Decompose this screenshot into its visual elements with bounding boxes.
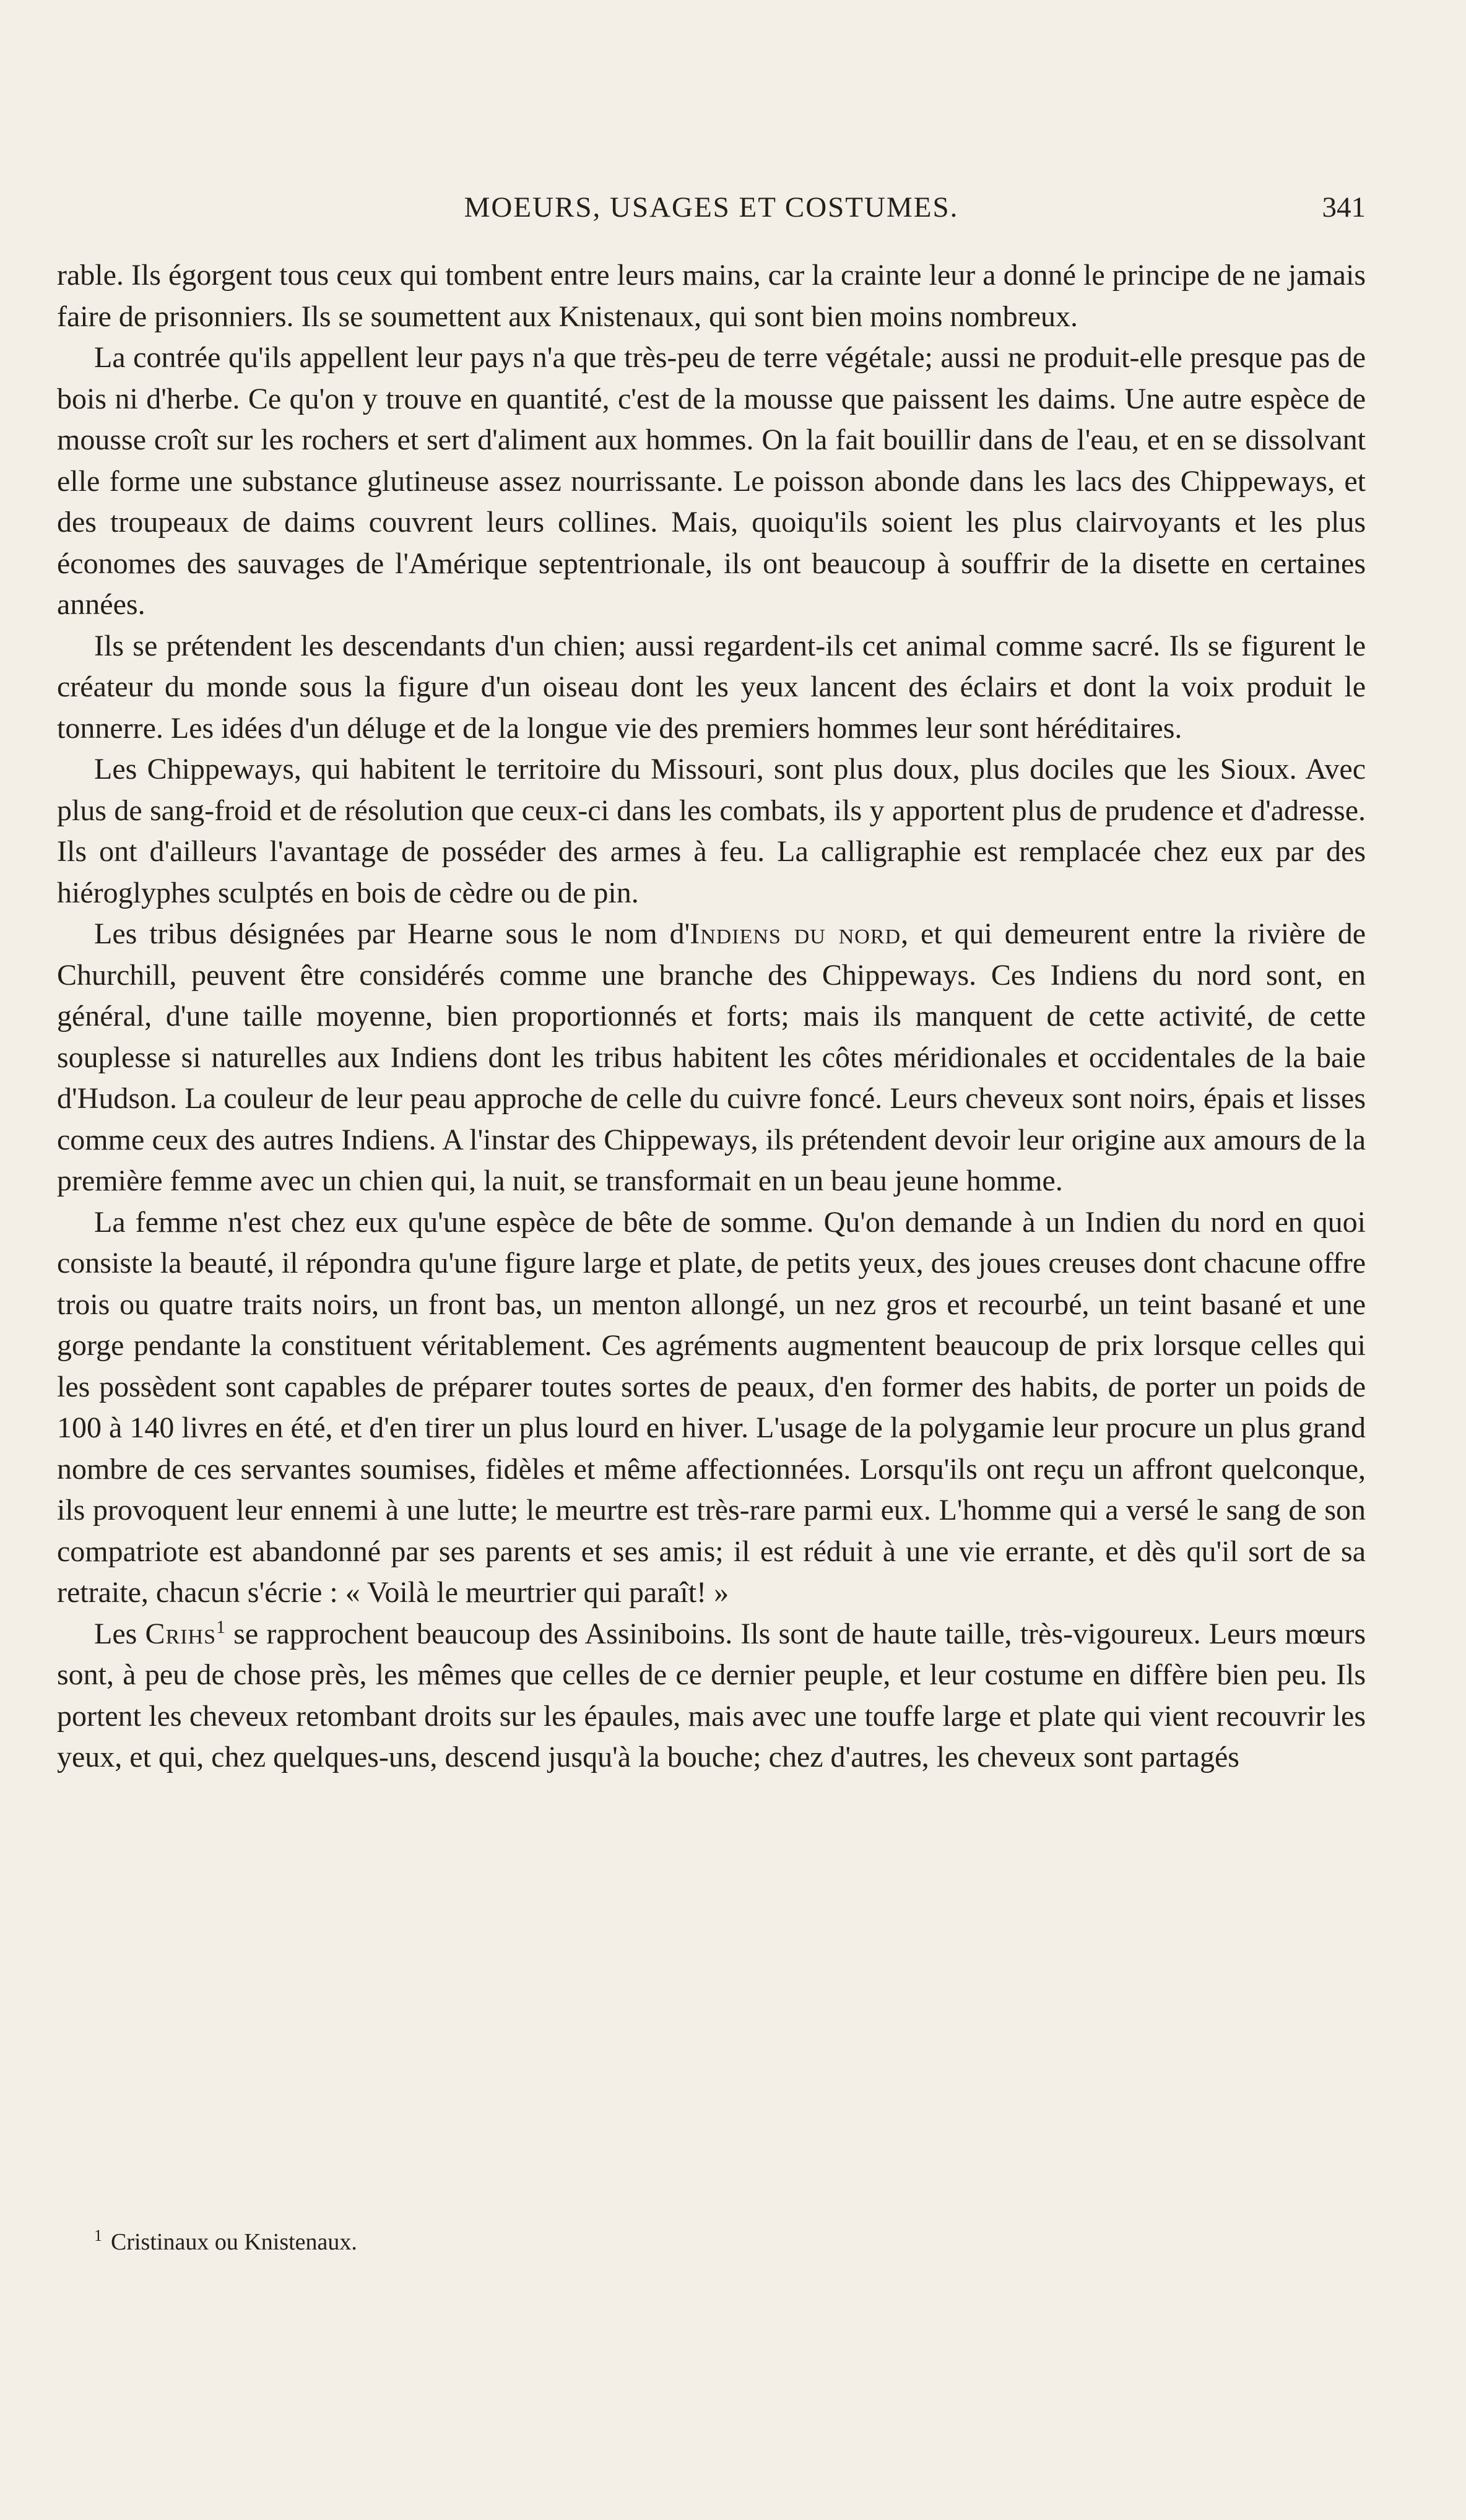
paragraph-7-before: Les (94, 1617, 145, 1650)
crihs-smallcaps: Crihs (145, 1617, 216, 1650)
paragraph-5-before: Les tribus désignées par Hearne sous le nom d' (94, 917, 690, 950)
body-text (57, 255, 1366, 1778)
paragraph-5 (57, 914, 1366, 1202)
paragraph-7 (57, 1614, 1366, 1778)
footnote (94, 2223, 1366, 2261)
paragraph-2: La contrée qu'ils appellent leur pays n'a que très-peu de terre végétale; aussi ne produit-elle presque pas de bois ni d'herbe. Ce qu'on y trouve en quantité, c'est de la mousse que paissent les daims. Une autre espèce de mousse croît sur les rochers et sert d'aliment aux hommes. On la fait bouillir dans de l'eau, et en se dissolvant elle forme une substance glutineuse assez nourrissante. Le poisson abonde dans les lacs des Chippeways, et des troupeaux de daims couvrent leurs collines. Mais, quoiqu'ils soient les plus clairvoyants et les plus économes des sauvages de l'Amérique septentrionale, ils ont beaucoup à souffrir de la disette en certaines années. (57, 341, 1366, 621)
footnote-mark: 1 (94, 2227, 102, 2245)
page-header (57, 186, 1366, 229)
indiens-du-nord-smallcaps: Indiens du nord (690, 917, 901, 950)
footnote-reference: 1 (216, 1616, 225, 1637)
paragraph-3: Ils se prétendent les descendants d'un chien; aussi regardent-ils cet animal comme sacré. Ils se figurent le créateur du monde sous la figure d'un oiseau dont les yeux lancent des éclairs et dont la voix produit le tonnerre. Les idées d'un déluge et de la longue vie des premiers hommes leur sont héréditaires. (57, 629, 1366, 745)
paragraph-6: La femme n'est chez eux qu'une espèce de bête de somme. Qu'on demande à un Indien du nord en quoi consiste la beauté, il répondra qu'une figure large et plate, de petits yeux, des joues creuses dont chacune offre trois ou quatre traits noirs, un front bas, un menton allongé, un nez gros et recourbé, un teint basané et une gorge pendante la constituent véritablement. Ces agréments augmentent beaucoup de prix lorsque celles qui les possèdent sont capables de préparer toutes sortes de peaux, d'en former des habits, de porter un poids de 100 à 140 livres en été, et d'en tirer un plus lourd en hiver. L'usage de la polygamie leur procure un plus grand nombre de ces servantes soumises, fidèles et même affectionnées. Lorsqu'ils ont reçu un affront quelconque, ils provoquent leur ennemi à une lutte; le meurtre est très-rare parmi eux. L'homme qui a versé le sang de son compatriote est abandonné par ses parents et ses amis; il est réduit à une vie errante, et dès qu'il sort de sa retraite, chacun s'écrie : « Voilà le meurtrier qui paraît! » (57, 1205, 1366, 1609)
paragraph-4: Les Chippeways, qui habitent le territoire du Missouri, sont plus doux, plus dociles que les Sioux. Avec plus de sang-froid et de résolution que ceux-ci dans les combats, ils y apportent plus de prudence et d'adresse. Ils ont d'ailleurs l'avantage de posséder des armes à feu. La calligraphie est remplacée chez eux par des hiéroglyphes sculptés en bois de cèdre ou de pin. (57, 753, 1366, 909)
running-title: MOEURS, USAGES ET COSTUMES. (464, 191, 959, 223)
paragraph-1: rable. Ils égorgent tous ceux qui tombent entre leurs mains, car la crainte leur a donné le principe de ne jamais faire de prisonniers. Ils se soumettent aux Knistenaux, qui sont bien moins nombreux. (57, 259, 1366, 333)
paragraph-7-after: se rapprochent beaucoup des Assiniboins. Ils sont de haute taille, très-vigoureux. Leurs mœurs sont, à peu de chose près, les mêmes que celles de ce dernier peuple, et leur costume en diffère bien peu. Ils portent les cheveux retombant droits sur les épaules, mais avec une touffe large et plate qui vient recouvrir les yeux, et qui, chez quelques-uns, descend jusqu'à la bouche; chez d'autres, les cheveux sont partagés (57, 1617, 1366, 1773)
page-number: 341 (1322, 191, 1366, 223)
paragraph-5-after: , et qui demeurent entre la rivière de Churchill, peuvent être considérés comme une branche des Chippeways. Ces Indiens du nord sont, en général, d'une taille moyenne, bien proportionnés et forts; mais ils manquent de cette activité, de cette souplesse si naturelles aux Indiens dont les tribus habitent les côtes méridionales et occidentales de la baie d'Hudson. La couleur de leur peau approche de celle du cuivre foncé. Leurs cheveux sont noirs, épais et lisses comme ceux des autres Indiens. A l'instar des Chippeways, ils prétendent devoir leur origine aux amours de la première femme avec un chien qui, la nuit, se transformait en un beau jeune homme. (57, 917, 1366, 1197)
footnote-text: Cristinaux ou Knistenaux. (111, 2229, 357, 2255)
